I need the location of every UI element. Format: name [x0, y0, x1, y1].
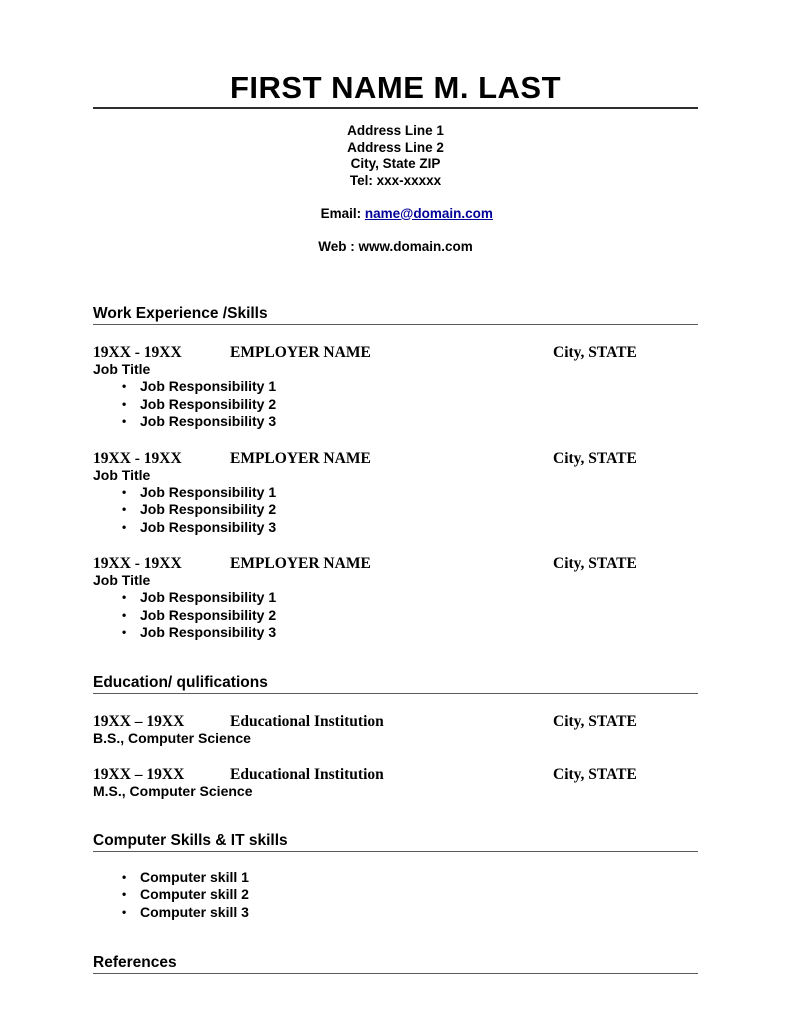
- list-item: [122, 869, 698, 887]
- institution-name: Educational Institution: [230, 765, 384, 783]
- institution-name: Educational Institution: [230, 712, 384, 730]
- phone-line: Tel: xxx-xxxxx: [349, 172, 442, 188]
- references-section-title: References: [93, 954, 698, 974]
- education-entry: [93, 713, 698, 747]
- city-state-zip: City, State ZIP: [350, 156, 441, 171]
- degree-line: M.S., Computer Science: [93, 782, 253, 799]
- bullet-icon: •: [122, 625, 127, 639]
- list-item: [122, 378, 698, 396]
- work-entry-header: [93, 450, 698, 467]
- bullet-icon: •: [122, 519, 127, 534]
- employer-name: EMPLOYER NAME: [230, 449, 371, 467]
- responsibility-text: Job Responsibility 1: [140, 483, 277, 500]
- work-experience-section: [93, 305, 698, 642]
- job-title: Job Title: [93, 572, 151, 588]
- responsibility-text: Job Responsibility 3: [140, 624, 277, 640]
- responsibility-text: Job Responsibility 2: [140, 501, 277, 517]
- list-item: [122, 624, 698, 642]
- computer-skills-section: [93, 832, 698, 922]
- job-title: Job Title: [93, 361, 151, 377]
- bullet-icon: •: [122, 607, 127, 622]
- bullet-icon: •: [122, 590, 127, 604]
- work-entry-header: [93, 344, 698, 361]
- responsibility-text: Job Responsibility 1: [140, 589, 277, 605]
- skills-list: [93, 869, 698, 922]
- bullet-icon: •: [122, 904, 127, 919]
- list-item: [122, 589, 698, 607]
- page-title: FIRST NAME M. LAST: [93, 72, 698, 109]
- skill-text: Computer skill 3: [140, 903, 249, 920]
- responsibility-text: Job Responsibility 1: [140, 378, 277, 394]
- entry-dates: 19XX – 19XX: [93, 712, 185, 730]
- skill-text: Computer skill 2: [140, 886, 249, 902]
- work-entry-header: [93, 555, 698, 572]
- work-entry: [93, 450, 698, 537]
- entry-dates: 19XX - 19XX: [93, 555, 182, 572]
- entry-dates: 19XX – 19XX: [93, 765, 185, 783]
- bullet-icon: •: [122, 869, 127, 884]
- employer-name: EMPLOYER NAME: [230, 555, 371, 572]
- entry-dates: 19XX - 19XX: [93, 344, 182, 361]
- address-line-1: Address Line 1: [347, 123, 444, 138]
- list-item: [122, 501, 698, 519]
- education-entry-header: [93, 766, 698, 783]
- bullet-icon: •: [122, 502, 127, 516]
- entry-location: City, STATE: [553, 449, 637, 467]
- education-section-title: Education/ qulifications: [93, 674, 698, 694]
- bullet-icon: •: [122, 414, 127, 428]
- entry-location: City, STATE: [553, 344, 637, 361]
- education-entry-header: [93, 713, 698, 730]
- email-link[interactable]: name@domain.com: [364, 205, 493, 221]
- degree-line: B.S., Computer Science: [93, 729, 251, 746]
- bullet-icon: •: [122, 484, 127, 499]
- references-section: [93, 954, 698, 974]
- education-entry: [93, 766, 698, 800]
- responsibility-list: [93, 589, 698, 642]
- bullet-icon: •: [122, 396, 127, 411]
- employer-name: EMPLOYER NAME: [230, 344, 371, 361]
- entry-location: City, STATE: [553, 712, 637, 730]
- bullet-icon: •: [122, 379, 127, 393]
- work-entry: [93, 344, 698, 431]
- skills-section-title: Computer Skills & IT skills: [93, 832, 698, 852]
- bullet-icon: •: [122, 887, 127, 901]
- responsibility-list: [93, 378, 698, 431]
- education-section: [93, 674, 698, 800]
- entry-location: City, STATE: [553, 555, 637, 572]
- responsibility-text: Job Responsibility 2: [140, 606, 277, 623]
- address-line-2: Address Line 2: [347, 139, 444, 155]
- skill-text: Computer skill 1: [140, 868, 249, 885]
- email-line: [93, 189, 698, 239]
- work-section-title: Work Experience /Skills: [93, 305, 698, 325]
- work-entry: [93, 555, 698, 642]
- email-label: Email:: [320, 205, 365, 221]
- list-item: [122, 396, 698, 414]
- list-item: [122, 413, 698, 431]
- list-item: [122, 484, 698, 502]
- responsibility-text: Job Responsibility 2: [140, 395, 277, 412]
- entry-dates: 19XX - 19XX: [93, 449, 182, 467]
- responsibility-text: Job Responsibility 3: [140, 518, 277, 535]
- web-line: Web : www.domain.com: [318, 238, 473, 254]
- responsibility-list: [93, 484, 698, 537]
- entry-location: City, STATE: [553, 765, 637, 783]
- contact-block: [93, 123, 698, 255]
- responsibility-text: Job Responsibility 3: [140, 413, 277, 429]
- list-item: [122, 607, 698, 625]
- list-item: [122, 519, 698, 537]
- list-item: [122, 886, 698, 904]
- job-title: Job Title: [93, 466, 151, 483]
- list-item: [122, 904, 698, 922]
